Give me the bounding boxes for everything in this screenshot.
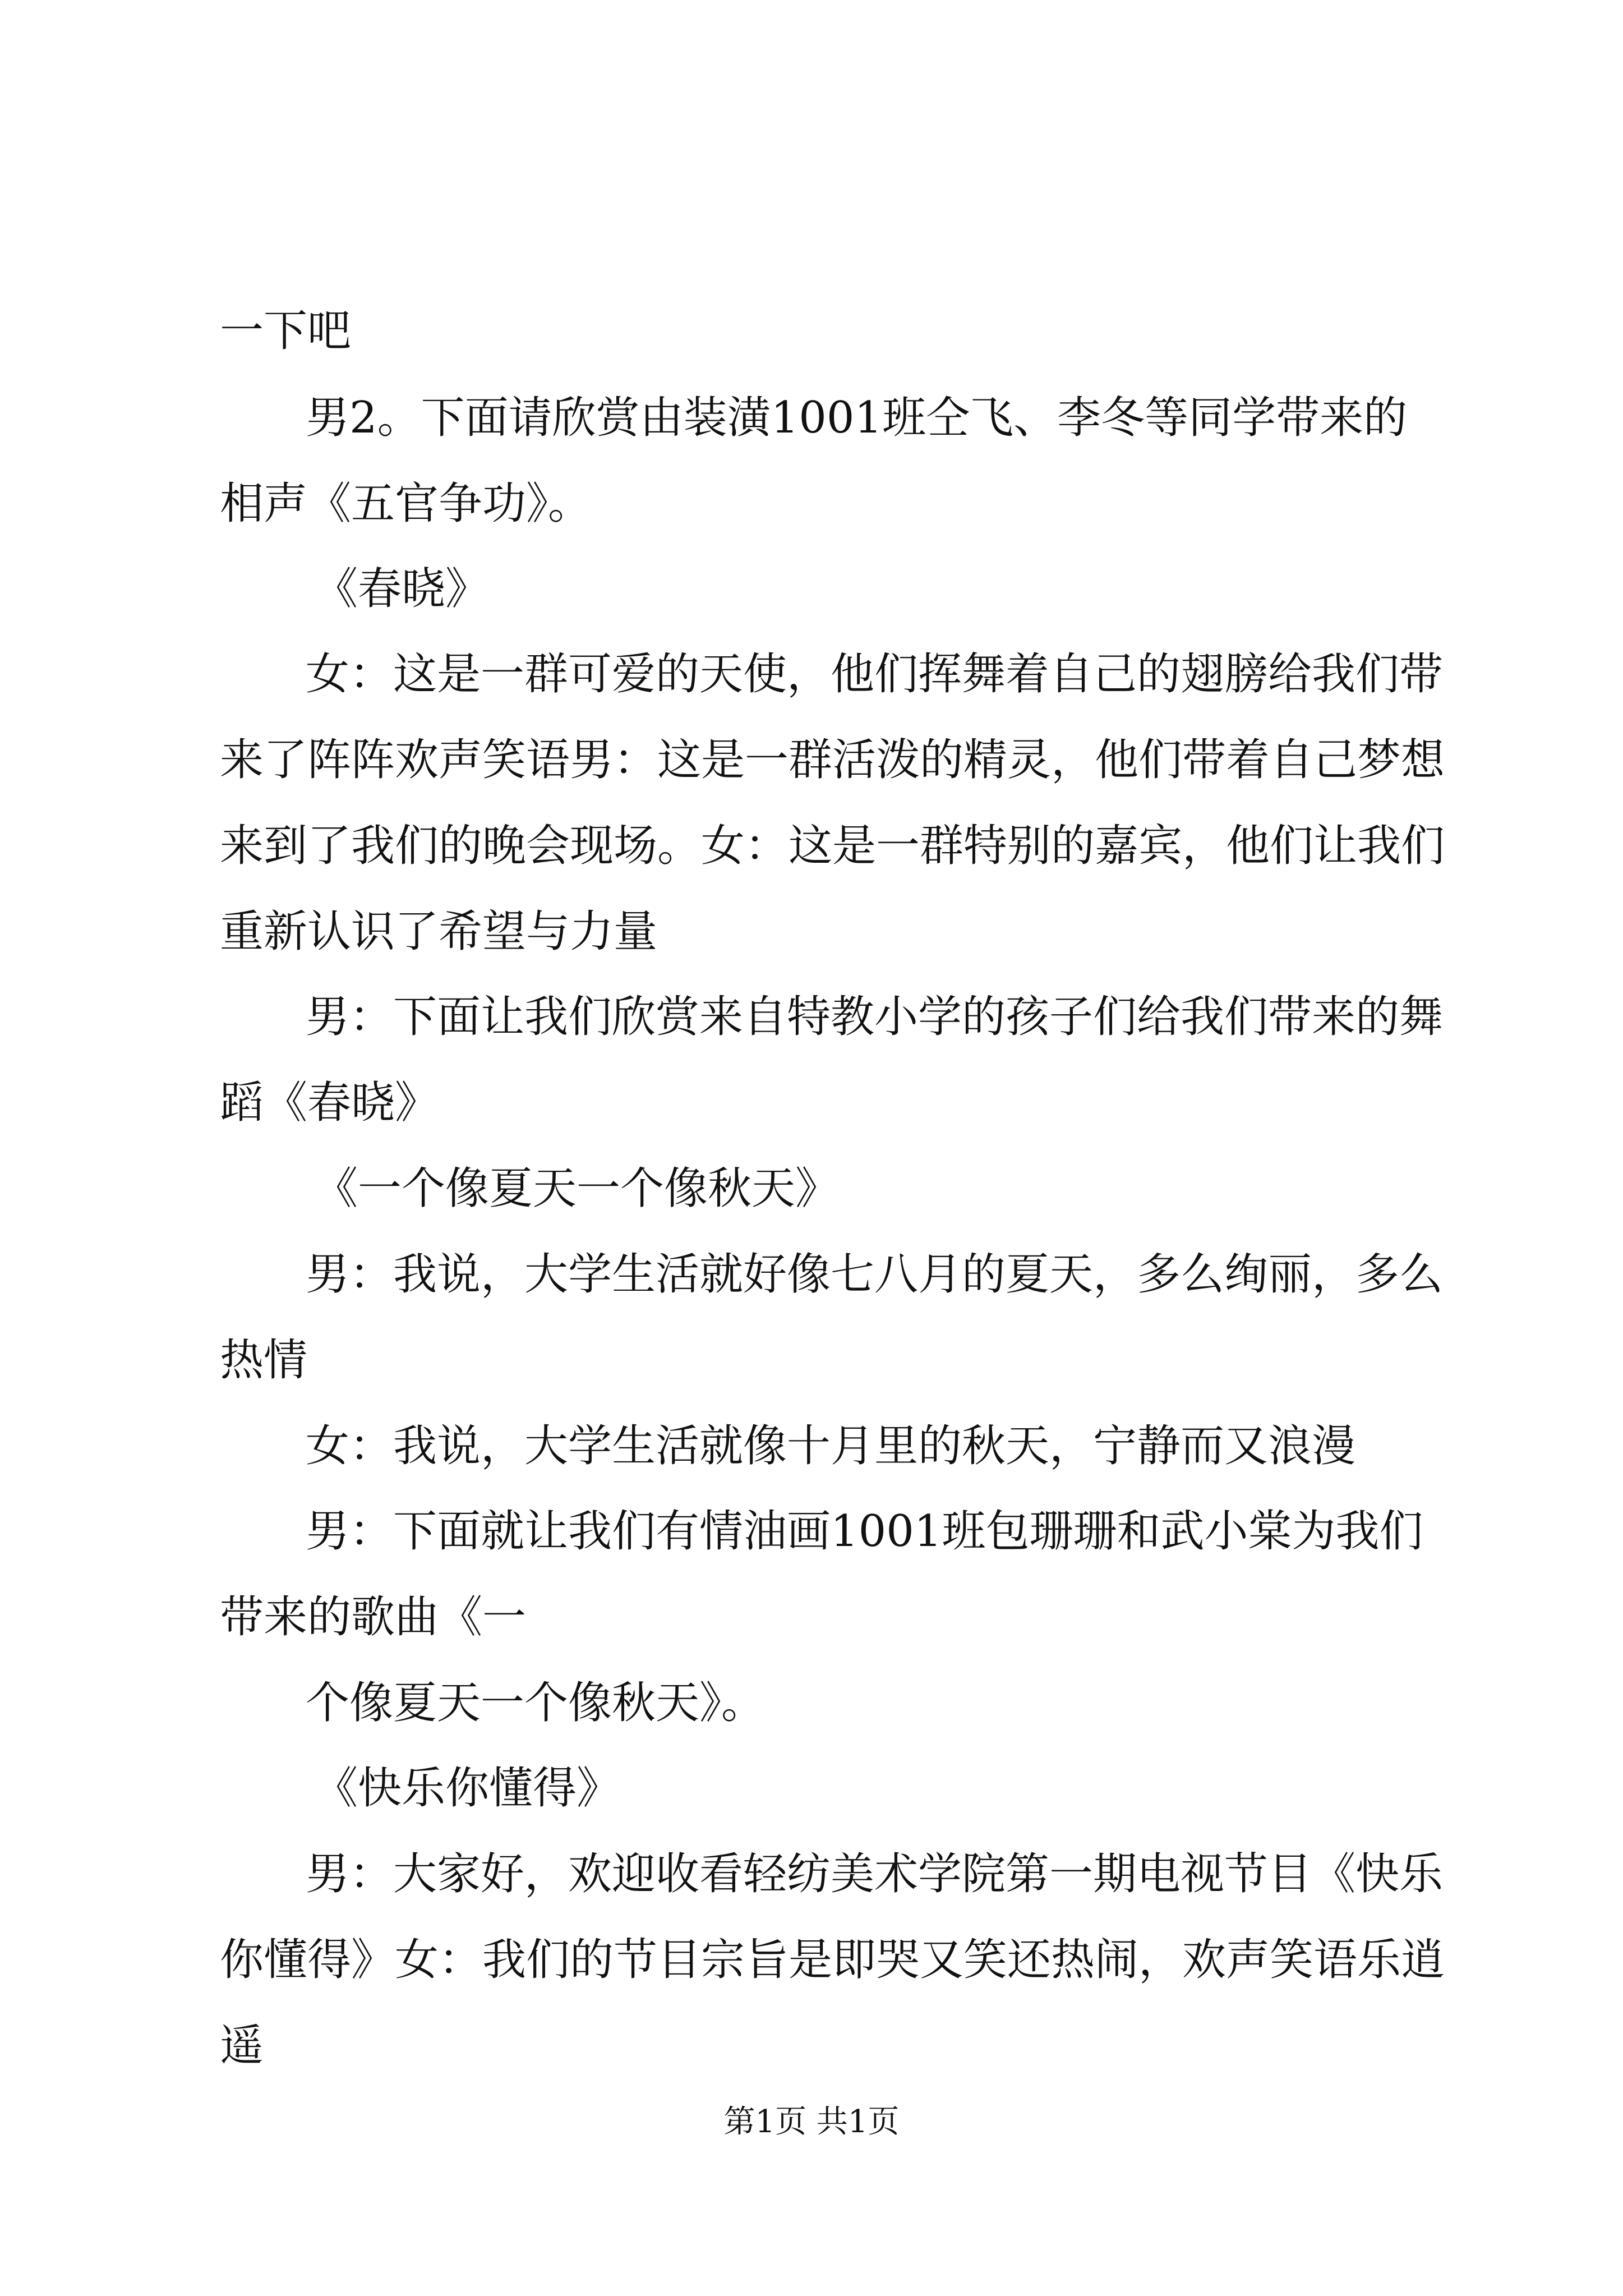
text-line: 女：这是一群可爱的天使，他们挥舞着自己的翅膀给我们带 (306, 649, 1444, 700)
text-line: 男：下面就让我们有情油画1001班包珊珊和武小棠为我们 (306, 1506, 1423, 1557)
text-line: 男：我说，大学生活就好像七八月的夏天，多么绚丽，多么 (306, 1249, 1444, 1300)
text-line: 男：下面让我们欣赏来自特教小学的孩子们给我们带来的舞 (306, 992, 1444, 1042)
page-footer: 第1页 共1页 (723, 2104, 900, 2140)
text-line: 蹈《春晓》 (220, 1078, 439, 1128)
text-line: 重新认识了希望与力量 (220, 907, 658, 957)
text-line: 来到了我们的晚会现场。女：这是一群特别的嘉宾，他们让我们 (220, 821, 1445, 871)
text-line: 遥 (220, 2021, 264, 2071)
text-line: 你懂得》女：我们的节目宗旨是即哭又笑还热闹，欢声笑语乐逍 (220, 1935, 1445, 1985)
text-line: 相声《五官争功》。 (220, 478, 592, 529)
text-line: 个像夏天一个像秋天》。 (306, 1678, 766, 1728)
text-line: 一下吧 (220, 306, 352, 356)
section-title: 《一个像夏天一个像秋天》 (314, 1163, 840, 1214)
section-title: 《快乐你懂得》 (314, 1763, 621, 1814)
text-line: 男2。下面请欣赏由装潢1001班仝飞、李冬等同学带来的 (306, 393, 1408, 443)
text-line: 来了阵阵欢声笑语男：这是一群活泼的精灵，他们带着自己梦想 (220, 735, 1445, 785)
text-line: 男：大家好，欢迎收看轻纺美术学院第一期电视节目《快乐 (306, 1849, 1444, 1899)
text-line: 带来的歌曲《一 (220, 1592, 527, 1642)
text-line: 热情 (220, 1335, 308, 1386)
text-line: 女：我说，大学生活就像十月里的秋天，宁静而又浪漫 (306, 1421, 1356, 1471)
section-title: 《春晓》 (314, 564, 490, 614)
